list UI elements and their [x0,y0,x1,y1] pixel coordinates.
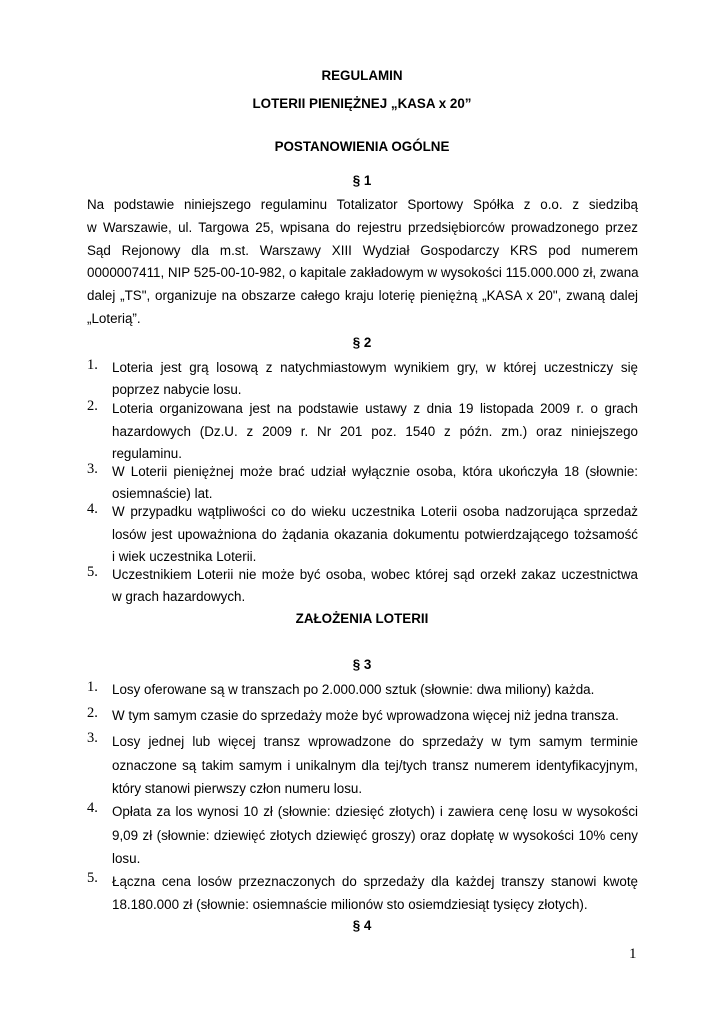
list-item-line: i wiek uczestnika Loterii. [112,549,257,564]
list-item-line: Losy oferowane są w transzach po 2.000.000 sztuk (słownie: dwa miliony) każda. [112,682,595,697]
paragraph-1-line: Na podstawie niniejszego regulaminu Totalizator Sportowy Spółka z o.o. z siedzibą [87,197,638,212]
list-item-line: W Loterii pieniężnej może brać udział wyłącznie osoba, która ukończyła 18 (słownie: [112,464,638,479]
list-item-line: 9,09 zł (słownie: dziewięć złotych dziewięć groszy) oraz dopłatę w wysokości 10% ceny [112,827,638,843]
list-item-line: W tym samym czasie do sprzedaży może być wprowadzona więcej niż jedna transza. [112,708,619,723]
list-item-line: Łączna cena losów przeznaczonych do sprzedaży dla każdej transzy stanowi kwotę [112,874,638,889]
list-item-number: 1. [87,357,98,373]
paragraph-1-line: w Warszawie, ul. Targowa 25, wpisana do rejestru przedsiębiorców prowadzonego przez [87,219,638,235]
paragraph-1-line: „Loterią”. [87,310,141,326]
list-item-line: oznaczone są takim samym i unikalnym dla tej/tych transz numerem identyfikacyjnym, [112,757,638,773]
list-item-number: 2. [87,705,98,721]
list-item-line: w grach hazardowych. [112,589,246,604]
list-item-line: Losy jednej lub więcej transz wprowadzone do sprzedaży w tym samym terminie [112,734,638,749]
list-item-line: Loteria jest grą losową z natychmiastowym wynikiem gry, w której uczestniczy się [112,360,638,375]
paragraph-heading-1: § 1 [352,173,372,188]
list-item-line: który stanowi pierwszy człon numeru losu. [112,781,363,796]
paragraph-heading-4: § 4 [352,918,372,933]
section-heading-general: POSTANOWIENIA OGÓLNE [274,139,450,154]
paragraph-heading-3: § 3 [352,657,372,672]
paragraph-1-line: 0000007411, NIP 525-00-10-982, o kapitale zakładowym w wysokości 115.000.000 zł, zwana [87,265,639,281]
paragraph-1-text [87,194,638,331]
list-item-number: 5. [87,564,98,580]
paragraph-1-line: Sąd Rejonowy dla m.st. Warszawy XIII Wydział Gospodarczy KRS pod numerem [87,242,638,258]
list-item-number: 1. [87,679,98,695]
document-subtitle: LOTERII PIENIĘŻNEJ „KASA x 20” [252,96,472,111]
paragraph-1-line: dalej „TS", organizuje na obszarze całego kraju loterię pieniężną „KASA x 20", zwaną dalej [87,288,638,304]
list-item-line: poprzez nabycie losu. [112,382,242,397]
list-item-line: losu. [112,851,141,866]
document-title: REGULAMIN [321,68,403,83]
page-number: 1 [629,946,637,962]
list-item-number: 2. [87,398,98,414]
list-item-line: Loteria organizowana jest na podstawie ustawy z dnia 19 listopada 2009 r. o grach [112,401,638,416]
paragraph-heading-2: § 2 [352,335,372,350]
list-item-line: regulaminu. [112,446,182,461]
list-item-number: 4. [87,501,98,517]
list-item-line: losów jest upoważniona do żądania okazania dokumentu potwierdzającego tożsamość [112,526,638,542]
list-item-line: Opłata za los wynosi 10 zł (słownie: dziesięć złotych) i zawiera cenę losu w wysokości [112,804,638,819]
list-item-line: hazardowych (Dz.U. z 2009 r. Nr 201 poz. 1540 z późn. zm.) oraz niniejszego [112,423,638,439]
list-item-number: 3. [87,461,98,477]
list-item-line: 18.180.000 zł (słownie: osiemnaście milionów sto osiemdziesiąt tysięcy złotych). [112,897,588,912]
list-item-number: 4. [87,800,98,816]
list-item-line: Uczestnikiem Loterii nie może być osoba, wobec której sąd orzekł zakaz uczestnictwa [112,567,638,582]
section-heading-assumptions: ZAŁOŻENIA LOTERII [295,611,429,626]
list-item-number: 5. [87,870,98,886]
list-item-line: osiemnaście) lat. [112,486,213,501]
list-item-line: W przypadku wątpliwości co do wieku uczestnika Loterii osoba nadzorująca sprzedaż [112,504,638,519]
list-item-number: 3. [87,730,98,746]
